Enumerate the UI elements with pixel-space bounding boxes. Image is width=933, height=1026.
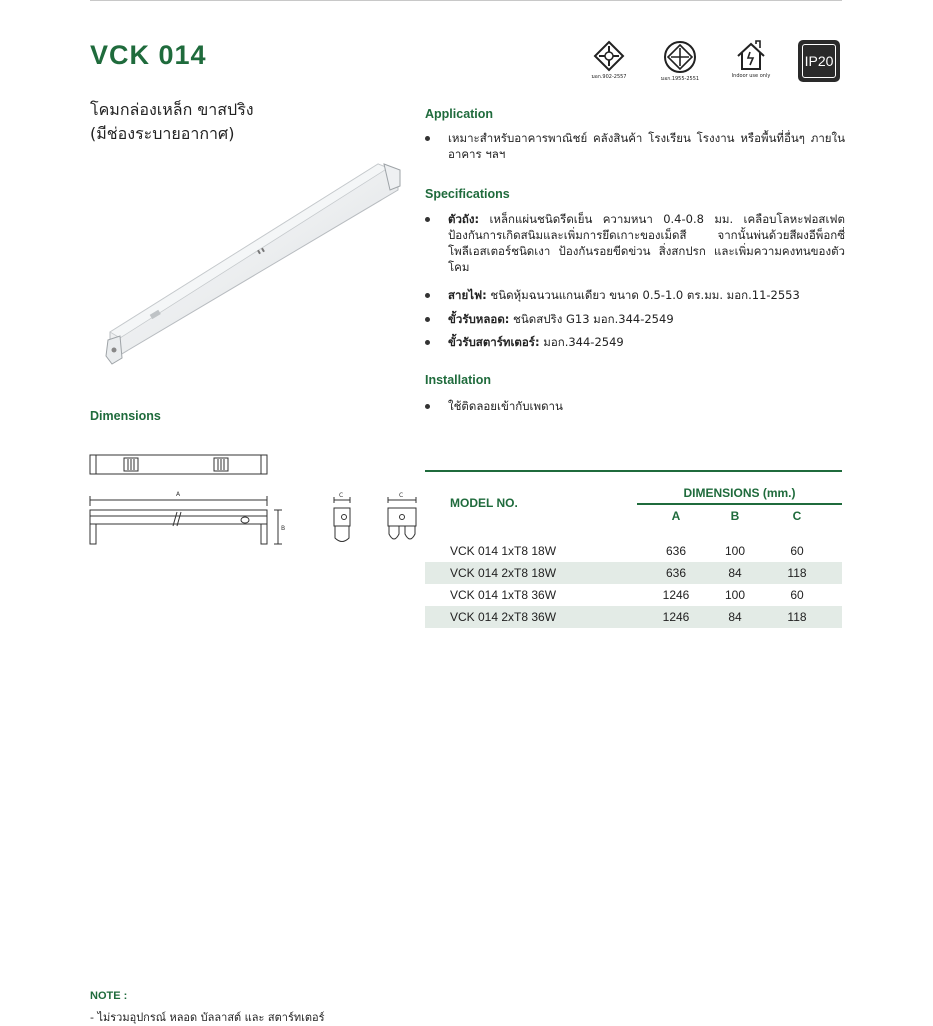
tis-standard-cert xyxy=(583,40,635,88)
cell-c: 118 xyxy=(787,610,807,624)
subtitle-line: (มีช่องระบายอากาศ) xyxy=(90,124,235,143)
cert-caption: มอก.1955-2551 xyxy=(660,76,700,82)
spec-item xyxy=(425,334,845,350)
end-view-single-drawing xyxy=(334,497,350,542)
spec-label: สายไฟ: xyxy=(448,288,487,302)
dim-label-c1: C xyxy=(339,492,344,499)
col-header-c: C xyxy=(792,509,802,523)
cell-a: 636 xyxy=(665,566,687,580)
cell-model: VCK 014 1xT8 18W xyxy=(450,544,557,558)
top-divider xyxy=(90,0,842,1)
product-subtitle xyxy=(90,98,254,146)
spec-item xyxy=(425,211,845,275)
cell-model: VCK 014 1xT8 36W xyxy=(450,588,557,602)
tis-standard-mark-icon xyxy=(593,40,625,72)
col-header-b: B xyxy=(730,509,740,523)
indoor-house-icon xyxy=(734,40,768,72)
cell-a: 1246 xyxy=(662,610,690,624)
table-row xyxy=(425,606,842,628)
cell-b: 100 xyxy=(724,588,746,602)
cell-model: VCK 014 2xT8 18W xyxy=(450,566,557,580)
installation-text: ใช้ติดลอยเข้ากับเพดาน xyxy=(448,399,563,413)
application-item xyxy=(425,130,845,162)
side-view-drawing xyxy=(90,496,282,544)
end-view-double-drawing xyxy=(388,497,416,539)
dim-label-c2: C xyxy=(399,492,404,499)
bullet-icon xyxy=(425,404,430,409)
tis-safety-mark-icon xyxy=(663,40,697,74)
cell-a: 1246 xyxy=(662,588,690,602)
bullet-icon xyxy=(425,340,430,345)
ip-rating-text: IP20 xyxy=(802,44,836,78)
cell-b: 84 xyxy=(728,610,742,624)
bullet-icon xyxy=(425,293,430,298)
bullet-icon xyxy=(425,317,430,322)
subtitle-line: โคมกล่องเหล็ก ขาสปริง xyxy=(90,100,254,119)
indoor-use-cert xyxy=(725,40,777,88)
installation-item xyxy=(425,398,845,414)
dimensions-table xyxy=(425,470,842,628)
table-header xyxy=(425,472,842,540)
dimensions-title: Dimensions xyxy=(90,409,161,423)
application-text: เหมาะสำหรับอาคารพาณิชย์ คลังสินค้า โรงเรียน โรงงาน หรือพื้นที่อื่นๆ ภายในอาคาร ฯลฯ xyxy=(448,131,845,161)
spec-text: มอก.344-2549 xyxy=(539,335,624,349)
cert-caption: Indoor use only xyxy=(731,73,771,79)
dimension-drawing xyxy=(88,450,433,550)
cell-b: 84 xyxy=(728,566,742,580)
ip-rating-badge xyxy=(798,40,840,82)
spec-text: เหล็กแผ่นชนิดรีดเย็น ความหนา 0.4-0.8 มม. เคลือบโลหะฟอสเฟต ป้องกันการเกิดสนิมและเพิ่มการยึดเกาะของเม็ดสี จากนั้นพ่นด้วยสีผงอีพ็อกซี่ โพลีเอสเตอร์ชนิดเงา ป้องกันรอยขีดข่วน สิ่งสกปรก และเพิ่มความคงทนของตัวโคม xyxy=(448,212,845,274)
cell-b: 100 xyxy=(724,544,746,558)
bullet-icon xyxy=(425,217,430,222)
cell-model: VCK 014 2xT8 36W xyxy=(450,610,557,624)
cell-a: 636 xyxy=(665,544,687,558)
spec-label: ขั้วรับหลอด: xyxy=(448,312,510,326)
cell-c: 60 xyxy=(790,588,804,602)
installation-title: Installation xyxy=(425,373,491,387)
cell-c: 118 xyxy=(787,566,807,580)
specifications-title: Specifications xyxy=(425,187,510,201)
spec-text: ชนิดสปริง G13 มอก.344-2549 xyxy=(509,312,674,326)
note-text: - ไม่รวมอุปกรณ์ หลอด บัลลาสต์ และ สตาร์ทเตอร์ xyxy=(90,1011,325,1024)
dimensions-header: DIMENSIONS (mm.) xyxy=(683,486,796,500)
table-row xyxy=(425,540,842,562)
top-view-drawing xyxy=(90,455,267,474)
bullet-icon xyxy=(425,136,430,141)
dimensions-header-rule xyxy=(637,503,842,505)
model-header: MODEL NO. xyxy=(450,496,518,510)
spec-label: ขั้วรับสตาร์ทเตอร์: xyxy=(448,335,540,349)
dim-label-a: A xyxy=(176,491,181,498)
cert-caption: มอก.902-2557 xyxy=(591,74,627,80)
product-photo xyxy=(98,150,408,375)
spec-text: ชนิดหุ้มฉนวนแกนเดียว ขนาด 0.5-1.0 ตร.มม. มอก.11-2553 xyxy=(486,288,800,302)
dim-label-b: B xyxy=(281,525,286,532)
cell-c: 60 xyxy=(790,544,804,558)
model-title: VCK 014 xyxy=(90,40,207,70)
table-row xyxy=(425,584,842,606)
table-row xyxy=(425,562,842,584)
spec-item xyxy=(425,311,845,327)
spec-label: ตัวถัง: xyxy=(448,212,480,226)
col-header-a: A xyxy=(671,509,681,523)
application-title: Application xyxy=(425,107,494,121)
tis-safety-cert xyxy=(654,40,706,88)
note-title: NOTE : xyxy=(90,990,128,1002)
spec-item xyxy=(425,287,845,303)
